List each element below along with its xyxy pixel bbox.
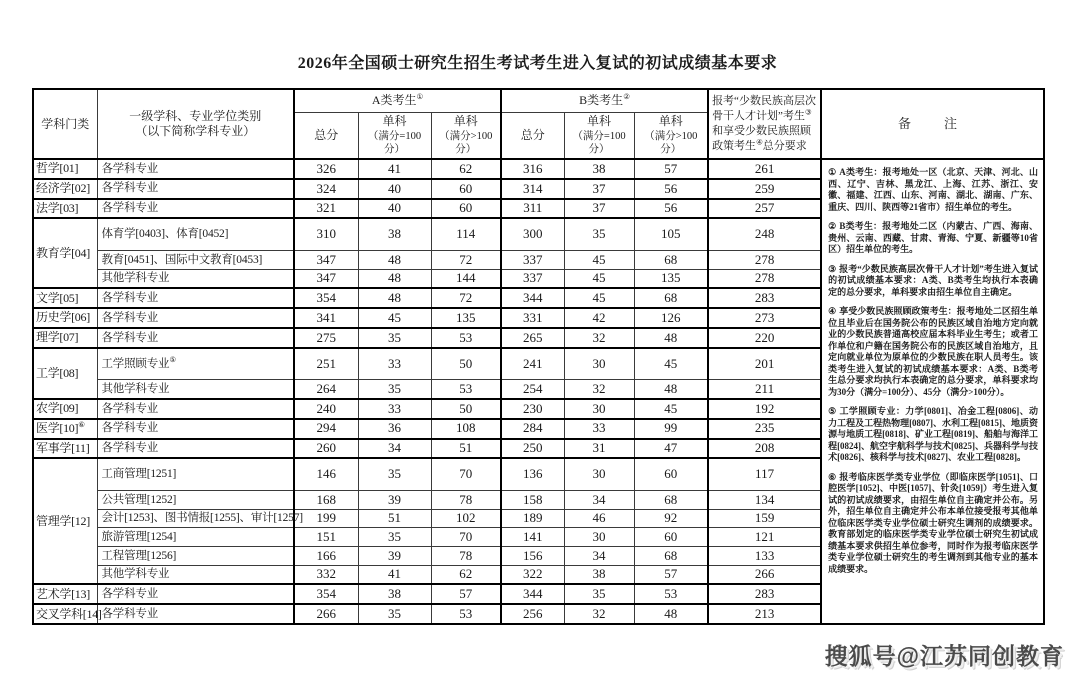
category-label: 医学[10]: [36, 421, 79, 436]
score-cell: 248: [708, 218, 821, 250]
page-title: 2026年全国硕士研究生招生考试考生进入复试的初试成绩基本要求: [297, 55, 778, 72]
header-a-total: 总分: [294, 112, 358, 159]
score-cell: 136: [501, 458, 564, 490]
score-cell: 35: [564, 218, 634, 250]
discipline-footnote-marker: ⑤: [169, 354, 176, 364]
score-cell: 47: [634, 439, 708, 459]
category-cell: 农学[09]: [33, 399, 97, 419]
score-cell: 53: [431, 380, 501, 399]
score-cell: 45: [564, 269, 634, 288]
score-cell: 68: [634, 250, 708, 269]
score-cell: 273: [708, 308, 821, 328]
score-cell: 337: [501, 250, 564, 269]
score-cell: 78: [431, 490, 501, 509]
score-cell: 48: [358, 250, 431, 269]
score-cell: 240: [294, 399, 358, 419]
note-3: [828, 264, 1038, 299]
score-cell: 121: [708, 528, 821, 547]
score-cell: 347: [294, 250, 358, 269]
score-requirements-table: [32, 88, 1045, 625]
score-cell: 33: [564, 419, 634, 439]
score-cell: 344: [501, 288, 564, 308]
score-cell: 60: [634, 458, 708, 490]
score-cell: 151: [294, 528, 358, 547]
score-cell: 114: [431, 218, 501, 250]
score-cell: 189: [501, 509, 564, 528]
note-1: [828, 167, 1038, 213]
discipline-cell: 工商管理[1251]: [97, 458, 294, 490]
header-group-a: [294, 89, 501, 112]
score-cell: 208: [708, 439, 821, 459]
score-cell: 141: [501, 528, 564, 547]
header-group-b: [501, 89, 708, 112]
header-b-total: 总分: [501, 112, 564, 159]
score-cell: 56: [634, 199, 708, 219]
score-cell: 260: [294, 439, 358, 459]
score-cell: 158: [501, 490, 564, 509]
group-a-label: A类考生: [371, 93, 417, 108]
score-cell: 33: [358, 399, 431, 419]
note-text: A类考生：报考地处一区（北京、天津、河北、山西、辽宁、吉林、黑龙江、上海、江苏、浙江、安徽、福建、江西、山东、河南、湖北、湖南、广东、重庆、四川、陕西等21省市）招生单位的考生。: [828, 167, 1039, 212]
score-cell: 259: [708, 179, 821, 199]
category-cell: 军事学[11]: [33, 439, 97, 459]
score-cell: 213: [708, 604, 821, 624]
score-cell: 38: [564, 159, 634, 179]
score-cell: 251: [294, 348, 358, 380]
score-cell: 168: [294, 490, 358, 509]
score-cell: 332: [294, 565, 358, 584]
score-cell: 34: [358, 439, 431, 459]
single-label: 单科: [658, 114, 683, 129]
score-cell: 33: [358, 348, 431, 380]
score-cell: 30: [564, 458, 634, 490]
score-cell: 266: [708, 565, 821, 584]
group-b-footnote-marker: ②: [623, 92, 630, 102]
score-cell: 117: [708, 458, 821, 490]
score-cell: 30: [564, 528, 634, 547]
score-cell: 284: [501, 419, 564, 439]
score-cell: 283: [708, 288, 821, 308]
discipline-cell: 各学科专业: [97, 399, 294, 419]
score-cell: 316: [501, 159, 564, 179]
score-cell: 135: [634, 269, 708, 288]
score-cell: 265: [501, 328, 564, 348]
score-cell: 32: [564, 328, 634, 348]
score-cell: 46: [564, 509, 634, 528]
discipline-cell: 各学科专业: [97, 439, 294, 459]
score-cell: 62: [431, 565, 501, 584]
score-cell: 354: [294, 584, 358, 604]
discipline-cell: [97, 348, 294, 380]
single-label: 单科: [453, 114, 478, 129]
score-cell: 53: [431, 604, 501, 624]
category-footnote-marker: ⑥: [78, 420, 85, 430]
score-cell: 48: [634, 328, 708, 348]
single-label: 单科: [587, 114, 612, 129]
note-marker: ④: [828, 306, 837, 316]
score-cell: 220: [708, 328, 821, 348]
header-discipline-line1: 一级学科、专业学位类别: [129, 109, 262, 123]
note-marker: ⑤: [828, 406, 837, 416]
note-text: B类考生：报考地处二区（内蒙古、广西、海南、贵州、云南、西藏、甘肃、青海、宁夏、新疆等10省区）招生单位的考生。: [828, 221, 1039, 254]
discipline-label: 工学照顾专业: [101, 357, 170, 370]
score-cell: 230: [501, 399, 564, 419]
score-cell: 45: [358, 308, 431, 328]
note-text: 报考“少数民族高层次骨干人才计划”考生进入复试的初试成绩基本要求：A类、B类考生均执行本表确定的总分要求，单科要求由招生单位自主确定。: [828, 263, 1039, 297]
note-marker: ③: [828, 263, 837, 274]
score-cell: 266: [294, 604, 358, 624]
note-marker: ②: [828, 221, 837, 231]
score-cell: 38: [358, 218, 431, 250]
score-cell: 311: [501, 199, 564, 219]
score-cell: 337: [501, 269, 564, 288]
score-cell: 70: [431, 528, 501, 547]
score-cell: 32: [564, 380, 634, 399]
score-cell: 201: [708, 348, 821, 380]
header-a-single-eq100: [358, 112, 431, 159]
score-cell: 192: [708, 399, 821, 419]
score-cell: 261: [708, 159, 821, 179]
note-marker: ①: [828, 167, 837, 177]
score-cell: 51: [358, 509, 431, 528]
score-cell: 30: [564, 399, 634, 419]
discipline-cell: 其他学科专业: [97, 565, 294, 584]
header-b-single-gt100: [634, 112, 708, 159]
score-cell: 38: [358, 584, 431, 604]
score-cell: 35: [564, 584, 634, 604]
score-cell: 126: [634, 308, 708, 328]
score-cell: 211: [708, 380, 821, 399]
note-6: [828, 472, 1038, 576]
score-cell: 275: [294, 328, 358, 348]
score-cell: 35: [358, 380, 431, 399]
score-cell: 264: [294, 380, 358, 399]
score-cell: 283: [708, 584, 821, 604]
score-cell: 326: [294, 159, 358, 179]
score-cell: 254: [501, 380, 564, 399]
score-cell: 133: [708, 546, 821, 565]
score-cell: 257: [708, 199, 821, 219]
minority-head-part1: 报考“少数民族高层次骨干人才计划”考生: [712, 95, 816, 122]
score-cell: 34: [564, 490, 634, 509]
discipline-cell: 各学科专业: [97, 308, 294, 328]
score-cell: 32: [564, 604, 634, 624]
score-cell: 50: [431, 399, 501, 419]
category-cell: 交叉学科[14]: [33, 604, 97, 624]
discipline-cell: 旅游管理[1254]: [97, 528, 294, 547]
score-cell: 156: [501, 546, 564, 565]
score-cell: 241: [501, 348, 564, 380]
score-cell: 35: [358, 328, 431, 348]
score-cell: 41: [358, 565, 431, 584]
discipline-cell: 各学科专业: [97, 288, 294, 308]
score-cell: 278: [708, 269, 821, 288]
score-cell: 321: [294, 199, 358, 219]
score-cell: 105: [634, 218, 708, 250]
score-cell: 41: [358, 159, 431, 179]
score-cell: 62: [431, 159, 501, 179]
score-cell: 57: [634, 159, 708, 179]
score-cell: 37: [564, 179, 634, 199]
score-cell: 134: [708, 490, 821, 509]
score-cell: 39: [358, 490, 431, 509]
score-cell: 39: [358, 546, 431, 565]
header-discipline: [97, 89, 294, 159]
minority-head-part2: 和享受少数民族照顾政策考生: [712, 125, 812, 152]
score-cell: 199: [294, 509, 358, 528]
score-cell: 310: [294, 218, 358, 250]
score-cell: 78: [431, 546, 501, 565]
header-b-single-eq100: [564, 112, 634, 159]
score-cell: 60: [634, 528, 708, 547]
score-cell: 34: [564, 546, 634, 565]
category-cell: 艺术学[13]: [33, 584, 97, 604]
score-cell: 45: [634, 399, 708, 419]
score-cell: 159: [708, 509, 821, 528]
score-cell: 48: [634, 604, 708, 624]
score-cell: 68: [634, 490, 708, 509]
score-cell: 37: [564, 199, 634, 219]
minority-head-part3: 总分要求: [762, 140, 807, 152]
score-cell: 53: [634, 584, 708, 604]
score-cell: 250: [501, 439, 564, 459]
score-cell: 108: [431, 419, 501, 439]
score-cell: 35: [358, 604, 431, 624]
discipline-cell: 各学科专业: [97, 328, 294, 348]
remarks-cell: [821, 159, 1044, 624]
group-b-label: B类考生: [579, 93, 624, 108]
score-cell: 30: [564, 348, 634, 380]
discipline-cell: 教育[0451]、国际中文教育[0453]: [97, 250, 294, 269]
category-cell: 工学[08]: [33, 348, 97, 399]
score-cell: 102: [431, 509, 501, 528]
score-cell: 341: [294, 308, 358, 328]
note-4: [828, 306, 1038, 398]
discipline-cell: 其他学科专业: [97, 269, 294, 288]
score-cell: 38: [564, 565, 634, 584]
score-cell: 99: [634, 419, 708, 439]
discipline-cell: 各学科专业: [97, 584, 294, 604]
score-cell: 68: [634, 288, 708, 308]
score-cell: 42: [564, 308, 634, 328]
group-a-footnote-marker: ①: [416, 92, 424, 102]
score-cell: 60: [431, 179, 501, 199]
score-cell: 256: [501, 604, 564, 624]
category-cell: 文学[05]: [33, 288, 97, 308]
discipline-cell: 各学科专业: [97, 419, 294, 439]
score-cell: 72: [431, 288, 501, 308]
note-marker: ⑥: [828, 471, 837, 482]
score-cell: 60: [431, 199, 501, 219]
minority-footnote-marker-2: ④: [756, 137, 763, 147]
single-gt-cap: （满分>100分）: [439, 131, 493, 156]
discipline-cell: 其他学科专业: [97, 380, 294, 399]
single-eq-cap: （满分=100分）: [367, 131, 422, 156]
score-cell: 51: [431, 439, 501, 459]
score-cell: 36: [358, 419, 431, 439]
note-text: 工学照顾专业：力学[0801]、冶金工程[0806]、动力工程及工程热物理[0807]、水利工程[0815]、地质资源与地质工程[0818]、矿业工程[0819]、船舶与海洋工程[0824]、航空宇航科学与技术[0825]、兵器科学与技术[0826]、核科学与技术[0827]、农业工程[0828]。: [828, 406, 1039, 462]
header-minority-plan: [708, 89, 821, 159]
header-a-single-gt100: [431, 112, 501, 159]
discipline-cell: 各学科专业: [97, 604, 294, 624]
header-remarks: 备 注: [821, 89, 1044, 159]
header-discipline-line2: （以下简称学科专业）: [135, 124, 256, 138]
score-cell: 48: [358, 269, 431, 288]
table-row: [33, 159, 1044, 179]
score-cell: 331: [501, 308, 564, 328]
score-cell: 300: [501, 218, 564, 250]
discipline-cell: 公共管理[1252]: [97, 490, 294, 509]
score-cell: 56: [634, 179, 708, 199]
score-cell: 45: [564, 250, 634, 269]
score-cell: 40: [358, 179, 431, 199]
category-cell: [33, 419, 97, 439]
note-5: [828, 406, 1038, 464]
note-2: [828, 221, 1038, 256]
score-cell: 35: [358, 458, 431, 490]
score-cell: 135: [431, 308, 501, 328]
score-cell: 324: [294, 179, 358, 199]
score-cell: 146: [294, 458, 358, 490]
category-cell: 法学[03]: [33, 199, 97, 219]
single-label: 单科: [382, 114, 407, 129]
score-cell: 354: [294, 288, 358, 308]
score-cell: 40: [358, 199, 431, 219]
score-cell: 48: [634, 380, 708, 399]
single-eq-cap: （满分=100分）: [572, 131, 626, 156]
score-cell: 235: [708, 419, 821, 439]
score-cell: 294: [294, 419, 358, 439]
score-cell: 45: [634, 348, 708, 380]
category-cell: 经济学[02]: [33, 179, 97, 199]
score-cell: 31: [564, 439, 634, 459]
score-cell: 48: [358, 288, 431, 308]
minority-footnote-marker-1: ③: [804, 107, 812, 117]
category-cell: 教育学[04]: [33, 218, 97, 288]
score-cell: 344: [501, 584, 564, 604]
discipline-cell: 体育学[0403]、体育[0452]: [97, 218, 294, 250]
score-cell: 92: [634, 509, 708, 528]
note-text: 报考临床医学类专业学位（即临床医学[1051]、口腔医学[1052]、中医[1057]、针灸[1059]）考生进入复试的初试成绩要求，由招生单位自主确定并公布。另外，招生单位自主确定并公布本单位接受报考其他单位临床医学类专业学位硕士研究生调剂的成绩要求。教育部划定的临床医学类专业学位硕士研究生初试成绩基本要求供招生单位参考，同时作为报考临床医学类专业学位硕士研究生的考生调剂到其他专业的基本成绩要求。: [828, 471, 1039, 574]
category-cell: 历史学[06]: [33, 308, 97, 328]
discipline-cell: 各学科专业: [97, 179, 294, 199]
score-cell: 68: [634, 546, 708, 565]
score-cell: 35: [358, 528, 431, 547]
score-cell: 144: [431, 269, 501, 288]
score-cell: 278: [708, 250, 821, 269]
score-cell: 50: [431, 348, 501, 380]
score-cell: 166: [294, 546, 358, 565]
score-cell: 57: [634, 565, 708, 584]
header-category: 学科门类: [33, 89, 97, 159]
discipline-cell: 各学科专业: [97, 159, 294, 179]
category-cell: 理学[07]: [33, 328, 97, 348]
score-cell: 57: [431, 584, 501, 604]
score-cell: 70: [431, 458, 501, 490]
score-cell: 72: [431, 250, 501, 269]
score-cell: 322: [501, 565, 564, 584]
score-cell: 314: [501, 179, 564, 199]
score-cell: 347: [294, 269, 358, 288]
discipline-cell: 会计[1253]、图书情报[1255]、审计[1257]: [97, 509, 294, 528]
category-cell: 管理学[12]: [33, 458, 97, 584]
score-cell: 45: [564, 288, 634, 308]
discipline-cell: 工程管理[1256]: [97, 546, 294, 565]
single-gt-cap: （满分>100分）: [644, 131, 698, 156]
category-cell: 哲学[01]: [33, 159, 97, 179]
sohu-watermark: 搜狐号@江苏同创教育: [824, 643, 1064, 669]
discipline-cell: 各学科专业: [97, 199, 294, 219]
score-cell: 53: [431, 328, 501, 348]
note-text: 享受少数民族照顾政策考生：报考地处二区招生单位且毕业后在国务院公布的民族区域自治地方定向就业的少数民族普通高校应届本科毕业生考生；或者工作单位和户籍在国务院公布的民族区域自治地方，且定向就业单位为原单位的少数民族在职人员考生。该类考生进入复试的初试成绩基本要求：A类、B类考生总分要求均执行本表确定的总分要求，单科要求均为30分（满分=100分）、45分（满分>100分）。: [828, 306, 1039, 397]
